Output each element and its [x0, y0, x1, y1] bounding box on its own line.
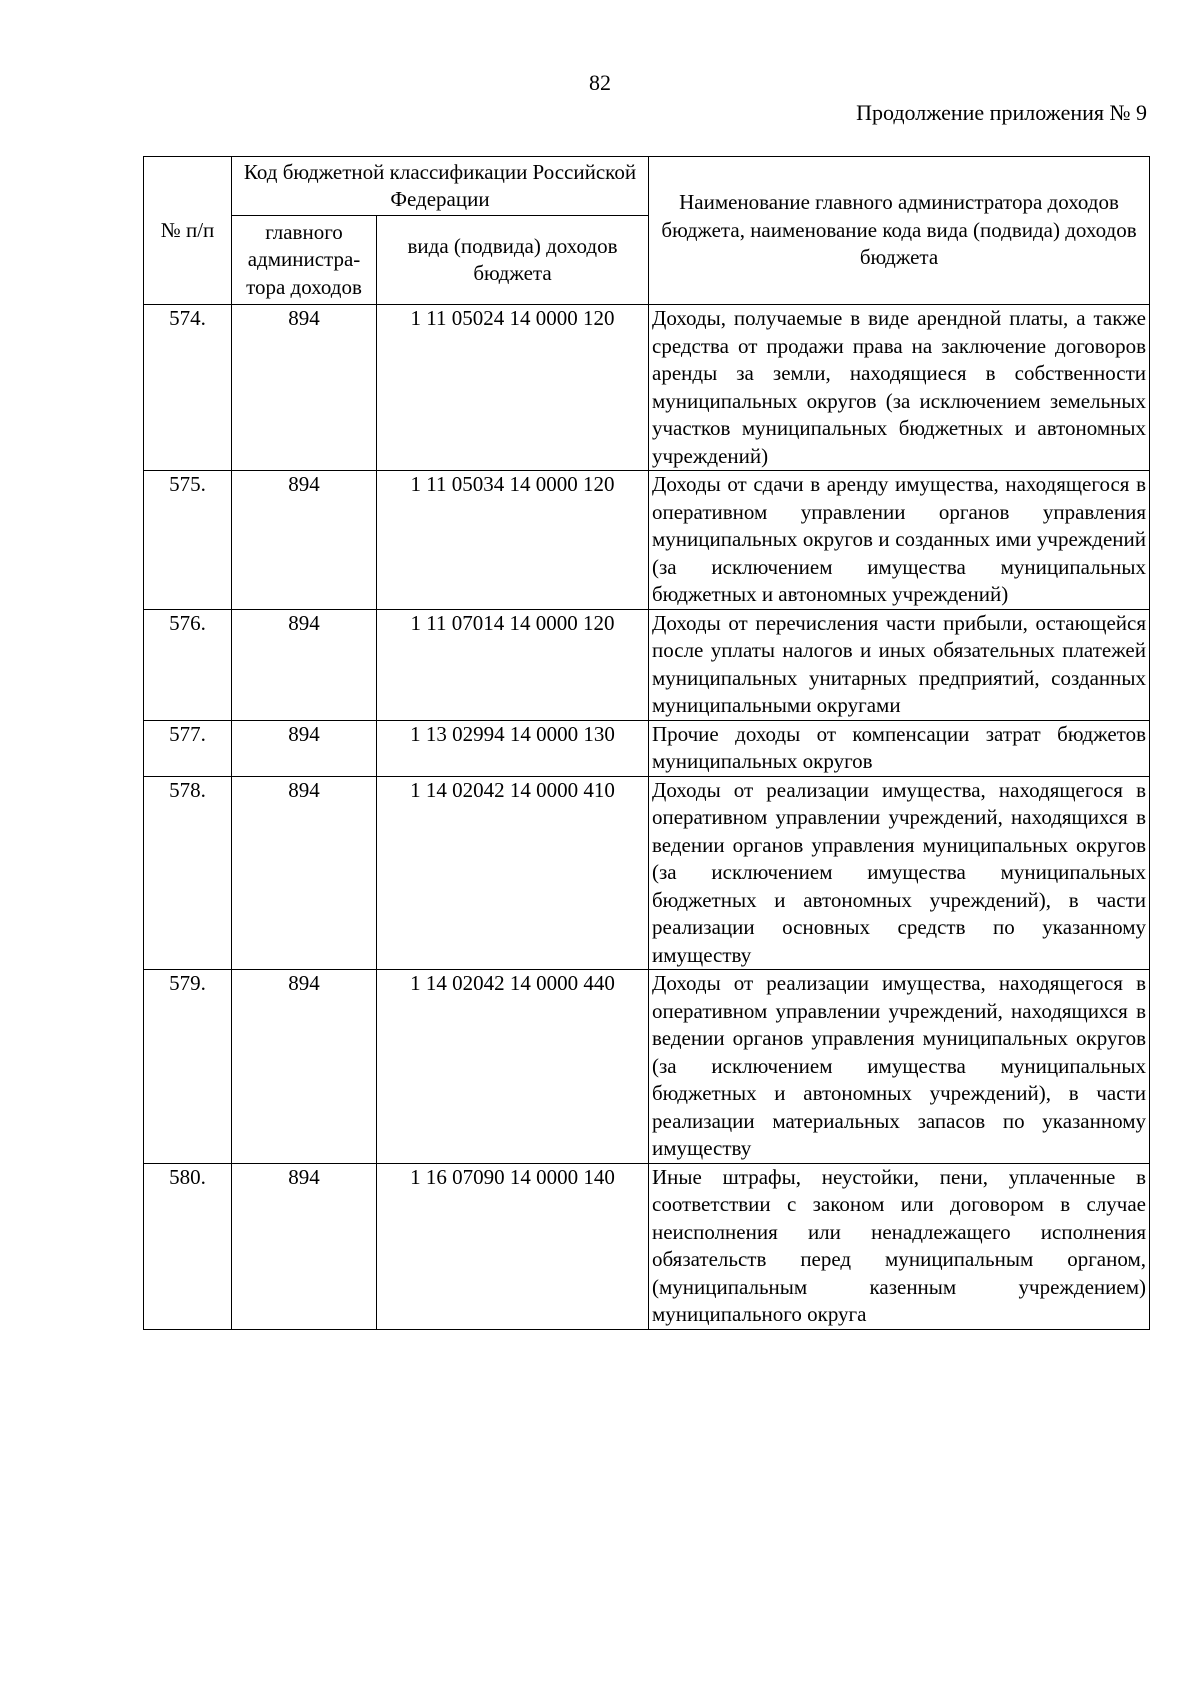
table-row: [144, 471, 1150, 610]
row-num: 580.: [144, 1163, 232, 1329]
row-description: Доходы от перечисления части прибыли, остающейся после уплаты налогов и иных обязательных платежей муниципальных унитарных предприятий, созданных муниципальными округами: [649, 609, 1150, 720]
row-description: Доходы от сдачи в аренду имущества, находящегося в оперативном управлении органов управления муниципальных округов и созданных ими учреждений (за исключением имущества муниципальных бюджетных и автономных учреждений): [649, 471, 1150, 610]
row-admin-code: 894: [232, 720, 377, 776]
header-name: Наименование главного администратора доходов бюджета, наименование кода вида (подвида) доходов бюджета: [649, 157, 1150, 305]
row-num: 575.: [144, 471, 232, 610]
row-num: 574.: [144, 305, 232, 471]
header-admin: главного администра-тора доходов: [232, 216, 377, 305]
header-code-group: Код бюджетной классификации Российской Федерации: [232, 157, 649, 216]
row-income-code: 1 13 02994 14 0000 130: [377, 720, 649, 776]
row-admin-code: 894: [232, 776, 377, 970]
header-kind: вида (подвида) доходов бюджета: [377, 216, 649, 305]
header-row-top: [144, 157, 1150, 216]
row-income-code: 1 11 05024 14 0000 120: [377, 305, 649, 471]
row-admin-code: 894: [232, 305, 377, 471]
row-description: Доходы от реализации имущества, находящегося в оперативном управлении учреждений, находящихся в ведении органов управления муниципальных округов (за исключением имущества муниципальных бюджетных и автономных учреждений), в части реализации материальных запасов по указанному имуществу: [649, 970, 1150, 1164]
row-admin-code: 894: [232, 609, 377, 720]
row-num: 579.: [144, 970, 232, 1164]
budget-classification-table: [143, 156, 1150, 1330]
row-admin-code: 894: [232, 970, 377, 1164]
table-row: [144, 609, 1150, 720]
row-num: 576.: [144, 609, 232, 720]
row-income-code: 1 14 02042 14 0000 410: [377, 776, 649, 970]
table-row: [144, 305, 1150, 471]
table-row: [144, 970, 1150, 1164]
table-row: [144, 776, 1150, 970]
row-admin-code: 894: [232, 471, 377, 610]
header-num: № п/п: [144, 157, 232, 305]
row-income-code: 1 11 05034 14 0000 120: [377, 471, 649, 610]
row-income-code: 1 16 07090 14 0000 140: [377, 1163, 649, 1329]
row-description: Доходы от реализации имущества, находящегося в оперативном управлении учреждений, находящихся в ведении органов управления муниципальных округов (за исключением имущества муниципальных бюджетных и автономных учреждений), в части реализации основных средств по указанному имуществу: [649, 776, 1150, 970]
row-admin-code: 894: [232, 1163, 377, 1329]
row-description: Прочие доходы от компенсации затрат бюджетов муниципальных округов: [649, 720, 1150, 776]
appendix-continuation: Продолжение приложения № 9: [856, 100, 1147, 125]
row-description: Доходы, получаемые в виде арендной платы, а также средства от продажи права на заключение договоров аренды за земли, находящиеся в собственности муниципальных округов (за исключением земельных участков муниципальных бюджетных и автономных учреждений): [649, 305, 1150, 471]
page-number: 82: [589, 70, 611, 95]
row-num: 577.: [144, 720, 232, 776]
row-income-code: 1 11 07014 14 0000 120: [377, 609, 649, 720]
row-num: 578.: [144, 776, 232, 970]
table-row: [144, 1163, 1150, 1329]
row-income-code: 1 14 02042 14 0000 440: [377, 970, 649, 1164]
table-row: [144, 720, 1150, 776]
row-description: Иные штрафы, неустойки, пени, уплаченные в соответствии с законом или договором в случае неисполнения или ненадлежащего исполнения обязательств перед муниципальным органом, (муниципальным казенным учреждением) муниципального округа: [649, 1163, 1150, 1329]
